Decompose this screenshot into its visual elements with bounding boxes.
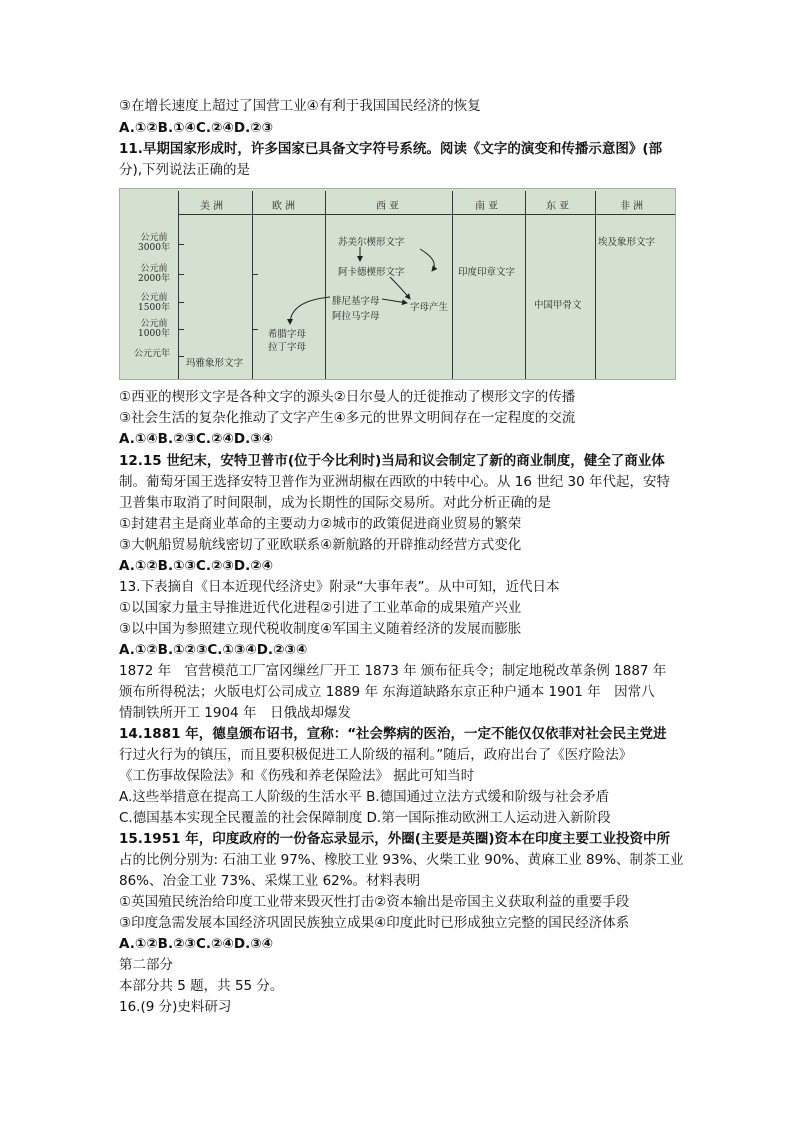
q16-heading: 16.(9 分)史料研习	[119, 999, 232, 1015]
label-maya-hieroglyphs: 玛雅象形文字	[186, 358, 244, 369]
label-akkadian-cuneiform: 阿卡德楔形文字	[338, 267, 405, 278]
tick-ad1: 公元元年	[133, 349, 170, 359]
writing-evolution-diagram	[119, 188, 676, 380]
arrow-akkad-to-alphabet	[390, 277, 410, 299]
q13-choices: A.①②B.①②③C.①③④D.②③④	[119, 642, 308, 658]
tick-3000bc: 公元前 3000年	[138, 233, 170, 253]
q12-stem-line3: 卫普集市取消了时间限制，成为长期性的国际交易所。对此分析正确的是	[119, 495, 551, 511]
q11-options-line2: ③社会生活的复杂化推动了文字产生④多元的世界文明间存在一定程度的交流	[119, 410, 576, 426]
label-egyptian-hieroglyphs: 埃及象形文字	[598, 237, 656, 248]
q13-table-line2: 颁布所得税法；火版电灯公司成立 1889 年 东海道缺路东京正种户通本 1901 年 因常八	[119, 684, 655, 700]
q15-stem-line2: 占的比例分别为: 石油工业 97%、橡胶工业 93%、火柴工业 90%、黄麻工业 89%、制茶工业	[119, 852, 684, 868]
q10-choices: A.①②B.①④C.②④D.②③	[119, 120, 274, 136]
q14-options-line1: A.这些举措意在提高工人阶级的生活水平 B.德国通过立法方式缓和阶级与社会矛盾	[119, 789, 610, 805]
tick-2000bc: 公元前 2000年	[138, 264, 170, 284]
label-oracle-bone-script: 中国甲骨文	[534, 300, 582, 311]
arrow-phoenician-to-alphabet	[382, 299, 407, 303]
label-latin-alphabet: 拉丁字母	[268, 342, 307, 353]
q14-stem-line3: 《工伤事故保险法》和《伤残和养老保险法》 据此可知当时	[119, 768, 475, 784]
label-alphabet-origin: 字母产生	[410, 302, 449, 313]
q12-stem-line1: 12.15 世纪末，安特卫普市(位于今比利时)当局和议会制定了新的商业制度，健全了商业体	[119, 453, 665, 469]
column-title-americas: 美洲	[200, 201, 226, 212]
q13-options-line1: ①以国家力量主导推进近代化进程②引进了工业革命的成果殖产兴业	[119, 600, 522, 616]
arrow-sumer-to-akkad-2	[420, 249, 434, 271]
q11-options-line1: ①西亚的楔形文字是各种文字的源头②日尔曼人的迁徙推动了楔形文字的传播	[119, 389, 576, 405]
label-aramaic-alphabet: 阿拉马字母	[332, 311, 380, 322]
column-title-west-asia: 西亚	[376, 201, 402, 212]
q12-options-line1: ①封建君主是商业革命的主要动力②城市的政策促进商业贸易的繁荣	[119, 516, 522, 532]
q14-options-line2: C.德国基本实现全民覆盖的社会保障制度 D.第一国际推动欧洲工人运动进入新阶段	[119, 810, 611, 826]
label-indus-seal-script: 印度印章文字	[458, 267, 516, 278]
q13-table-line3: 情制铁所开工 1904 年 日俄战却爆发	[119, 705, 351, 721]
q12-stem-line2: 制。葡萄牙国王选择安特卫普作为亚洲胡椒在西欧的中转中心。从 16 世纪 30 年代起，安特	[119, 474, 671, 490]
q15-options-line2: ③印度急需发展本国经济巩固民族独立成果④印度此时已形成独立完整的国民经济体系	[119, 915, 630, 931]
q14-stem-line1: 14.1881 年，德皇颁布诏书，宣称：“社会弊病的医治，一定不能仅仅依菲对社会民主党进	[119, 726, 667, 742]
label-phoenician-alphabet: 腓尼基字母	[332, 296, 380, 307]
q15-stem-line3: 86%、冶金工业 73%、采煤工业 62%。材料表明	[119, 873, 421, 889]
q15-options-line1: ①英国殖民统治给印度工业带来毁灭性打击②资本输出是帝国主义获取利益的重要手段	[119, 894, 630, 910]
label-sumerian-cuneiform: 苏美尔楔形文字	[338, 237, 405, 248]
diagram-arrows	[120, 189, 675, 379]
part-two-description: 本部分共 5 题，共 55 分。	[119, 978, 284, 994]
label-greek-alphabet: 希腊字母	[268, 329, 307, 340]
q11-stem-line1: 11.早期国家形成时，许多国家已具备文字符号系统。阅读《文字的演变和传播示意图》(部	[119, 141, 663, 157]
q10-option-line: ③在增长速度上超过了国营工业④有利于我国国民经济的恢复	[119, 98, 481, 114]
arrow-phoenician-to-greek	[290, 297, 330, 324]
q13-table-line1: 1872 年 官营模范工厂富冈缫丝厂开工 1873 年 颁布征兵令；制定地税改革条例 1887 年	[119, 663, 667, 679]
q11-choices: A.①④B.②③C.②④D.③④	[119, 431, 274, 447]
q15-stem-line1: 15.1951 年，印度政府的一份备忘录显示，外圈(主要是英圈)资本在印度主要工业投资中所	[119, 831, 671, 847]
q12-choices: A.①②B.①③C.②③D.②④	[119, 558, 274, 574]
column-title-south-asia: 南亚	[475, 201, 501, 212]
q12-options-line2: ③大帆船贸易航线密切了亚欧联系④新航路的开辟推动经营方式变化	[119, 537, 522, 553]
q13-options-line2: ③以中国为参照建立现代税收制度④军国主义随着经济的发展而膨胀	[119, 621, 522, 637]
column-title-east-asia: 东亚	[546, 201, 572, 212]
q13-stem: 13.下表摘自《日本近现代经济史》附录“大事年表”。从中可知，近代日本	[119, 579, 560, 595]
q14-stem-line2: 行过火行为的镇压，而且要积极促进工人阶级的福利。”随后，政府岀台了《医疗险法》	[119, 747, 633, 763]
part-two-heading: 第二部分	[119, 957, 173, 973]
q15-choices: A.①②B.②③C.②④D.③④	[119, 936, 274, 952]
column-title-europe: 欧洲	[272, 201, 298, 212]
tick-1500bc: 公元前 1500年	[138, 293, 170, 313]
column-title-africa: 非洲	[620, 201, 646, 212]
q11-stem-line2: 分),下列说法正确的是	[119, 162, 251, 178]
tick-1000bc: 公元前 1000年	[138, 319, 170, 339]
